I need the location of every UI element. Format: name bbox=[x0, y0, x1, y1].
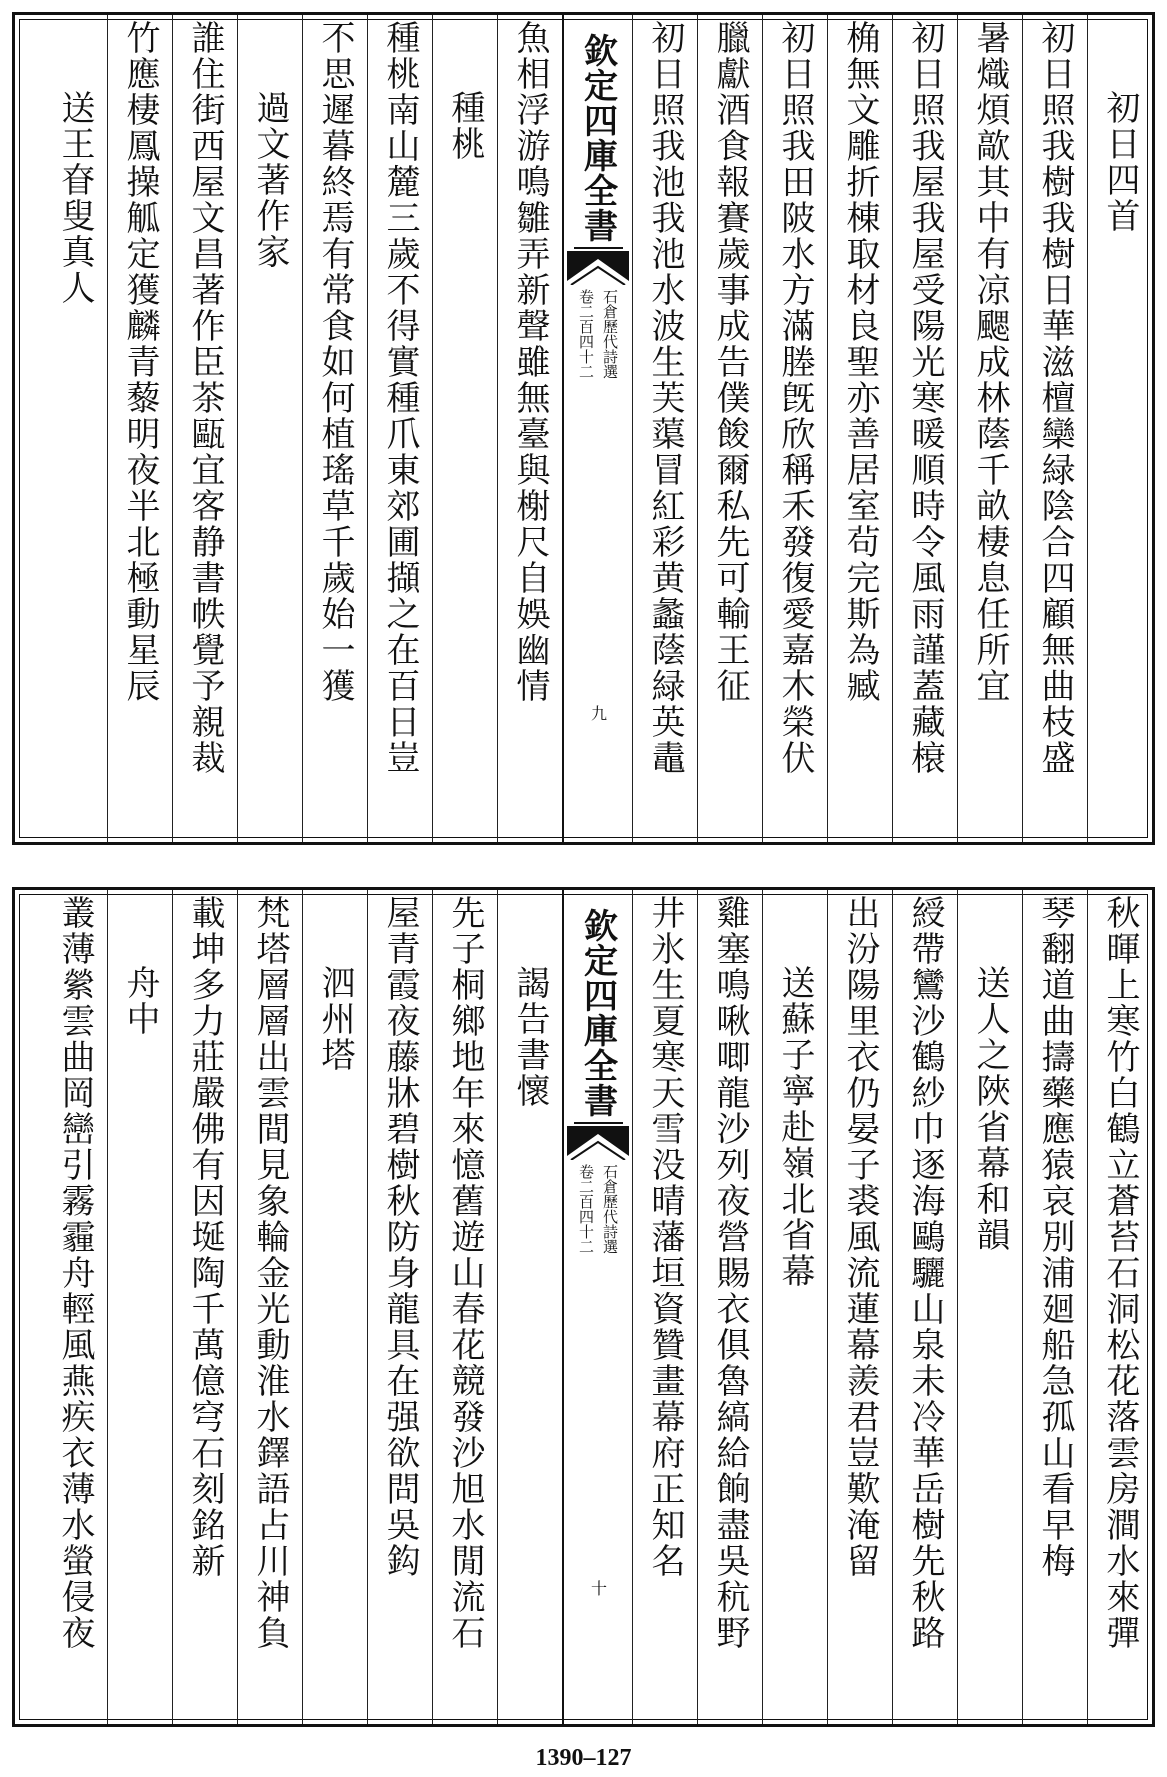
text-column bbox=[367, 15, 432, 842]
column-text: 送人之陜省幕和韻 bbox=[970, 965, 1010, 1253]
page-top bbox=[12, 12, 1155, 845]
column-text: 謁告書懷 bbox=[510, 965, 550, 1109]
book-title: 欽定四庫全書 bbox=[574, 29, 623, 249]
text-column bbox=[497, 890, 562, 1724]
text-column bbox=[892, 15, 957, 842]
column-text: 種桃南山麓三歲不得實種爪東郊圃擷之在百日豈 bbox=[380, 20, 420, 776]
column-text: 魚相浮游鳴雛弄新聲雖無臺與榭尺自娛幽情 bbox=[510, 20, 550, 704]
column-text: 竹應棲鳳操觚定獲麟青藜明夜半北極動星辰 bbox=[120, 20, 160, 704]
text-column bbox=[827, 15, 892, 842]
column-text: 屋青霞夜藤牀碧樹秋防身龍具在强欲問吳鈎 bbox=[380, 895, 420, 1579]
text-column bbox=[957, 15, 1022, 842]
collection-title: 石倉歷代詩選 bbox=[601, 289, 619, 379]
column-text: 誰住街西屋文昌著作臣茶甌宜客静書帙覺予親裁 bbox=[185, 20, 225, 776]
column-text: 臘獻酒食報賽歲事成告僕餕爾私先可輸王征 bbox=[710, 20, 750, 704]
column-text: 過文著作家 bbox=[250, 90, 290, 270]
text-column bbox=[107, 890, 172, 1724]
text-column bbox=[237, 15, 302, 842]
text-column bbox=[172, 15, 237, 842]
text-column bbox=[697, 890, 762, 1724]
column-text: 梵塔層層出雲間見象輪金光動淮水鐸語占川神負 bbox=[250, 895, 290, 1651]
text-column bbox=[107, 15, 172, 842]
book-title: 欽定四庫全書 bbox=[574, 904, 623, 1124]
column-text: 出汾陽里衣仍晏子裘風流蓮幕羨君豈歎淹留 bbox=[840, 895, 880, 1579]
leaf-number: 十 bbox=[588, 1580, 608, 1596]
text-column bbox=[957, 890, 1022, 1724]
text-column bbox=[42, 890, 107, 1724]
column-text: 綬帶鸞沙鶴紗巾逐海鷗驪山泉未冷華岳樹先秋路 bbox=[905, 895, 945, 1651]
page-header-column bbox=[562, 890, 632, 1724]
text-column bbox=[1022, 15, 1087, 842]
page-bottom bbox=[12, 887, 1155, 1727]
text-column bbox=[892, 890, 957, 1724]
fishtail-ornament-icon bbox=[567, 1126, 629, 1160]
volume-number: 卷二百四十二 bbox=[577, 1164, 595, 1254]
column-text: 送王眘叟真人 bbox=[55, 90, 95, 306]
column-text: 秋暉上寒竹白鶴立蒼苔石洞松花落雲房澗水來彈 bbox=[1100, 895, 1140, 1651]
leaf-number: 九 bbox=[588, 705, 608, 721]
text-column bbox=[237, 890, 302, 1724]
text-column bbox=[632, 890, 697, 1724]
text-column bbox=[302, 890, 367, 1724]
column-text: 初日照我田陂水方滿塍旣欣稱禾發復愛嘉木榮伏 bbox=[775, 20, 815, 776]
column-text: 先子桐鄉地年來憶舊遊山春花競發沙旭水閒流石 bbox=[445, 895, 485, 1651]
text-column bbox=[42, 15, 107, 842]
text-column bbox=[432, 15, 497, 842]
folio-number: 1390–127 bbox=[535, 1745, 632, 1771]
text-column bbox=[367, 890, 432, 1724]
column-text: 雞塞鳴啾唧龍沙列夜營賜衣俱魯縞給餉盡吳秔野 bbox=[710, 895, 750, 1651]
text-column bbox=[827, 890, 892, 1724]
column-text: 載坤多力莊嚴佛有因埏陶千萬億穹石刻銘新 bbox=[185, 895, 225, 1579]
column-text: 送蘇子寧赴嶺北省幕 bbox=[775, 965, 815, 1289]
text-column bbox=[632, 15, 697, 842]
text-column bbox=[1087, 15, 1152, 842]
column-text: 桷無文雕折棟取材良聖亦善居室茍完斯為臧 bbox=[840, 20, 880, 704]
text-column bbox=[302, 15, 367, 842]
collection-title: 石倉歷代詩選 bbox=[601, 1164, 619, 1254]
column-text: 琴翻道曲擣藥應猿哀別浦廻船急孤山看早梅 bbox=[1035, 895, 1075, 1579]
column-text: 叢薄縈雲曲岡巒引霧霾舟輕風燕疾衣薄水螢侵夜 bbox=[55, 895, 95, 1651]
text-column bbox=[1022, 890, 1087, 1724]
text-column bbox=[697, 15, 762, 842]
text-column bbox=[497, 15, 562, 842]
column-text: 井氷生夏寒天雪没晴藩垣資贊畫幕府正知名 bbox=[645, 895, 685, 1579]
column-text: 暑熾煩歊其中有凉颸成林蔭千畝棲息任所宜 bbox=[970, 20, 1010, 704]
column-text: 初日照我池我池水波生芙蕖冒紅彩黄蠡蔭緑英鼃 bbox=[645, 20, 685, 776]
text-column bbox=[432, 890, 497, 1724]
column-text: 初日四首 bbox=[1100, 90, 1140, 234]
text-column bbox=[762, 890, 827, 1724]
column-text: 不思遲暮終焉有常食如何植瑤草千歲始一獲 bbox=[315, 20, 355, 704]
column-text: 初日照我樹我樹日華滋檀欒緑陰合四顧無曲枝盛 bbox=[1035, 20, 1075, 776]
text-column bbox=[1087, 890, 1152, 1724]
text-column bbox=[762, 15, 827, 842]
volume-number: 卷二百四十二 bbox=[577, 289, 595, 379]
column-text: 種桃 bbox=[445, 90, 485, 162]
column-text: 初日照我屋我屋受陽光寒暖順時令風雨謹蓋藏榱 bbox=[905, 20, 945, 776]
page-header-column bbox=[562, 15, 632, 842]
fishtail-ornament-icon bbox=[567, 251, 629, 285]
text-column bbox=[172, 890, 237, 1724]
column-text: 泗州塔 bbox=[315, 965, 355, 1073]
column-text: 舟中 bbox=[120, 965, 160, 1037]
